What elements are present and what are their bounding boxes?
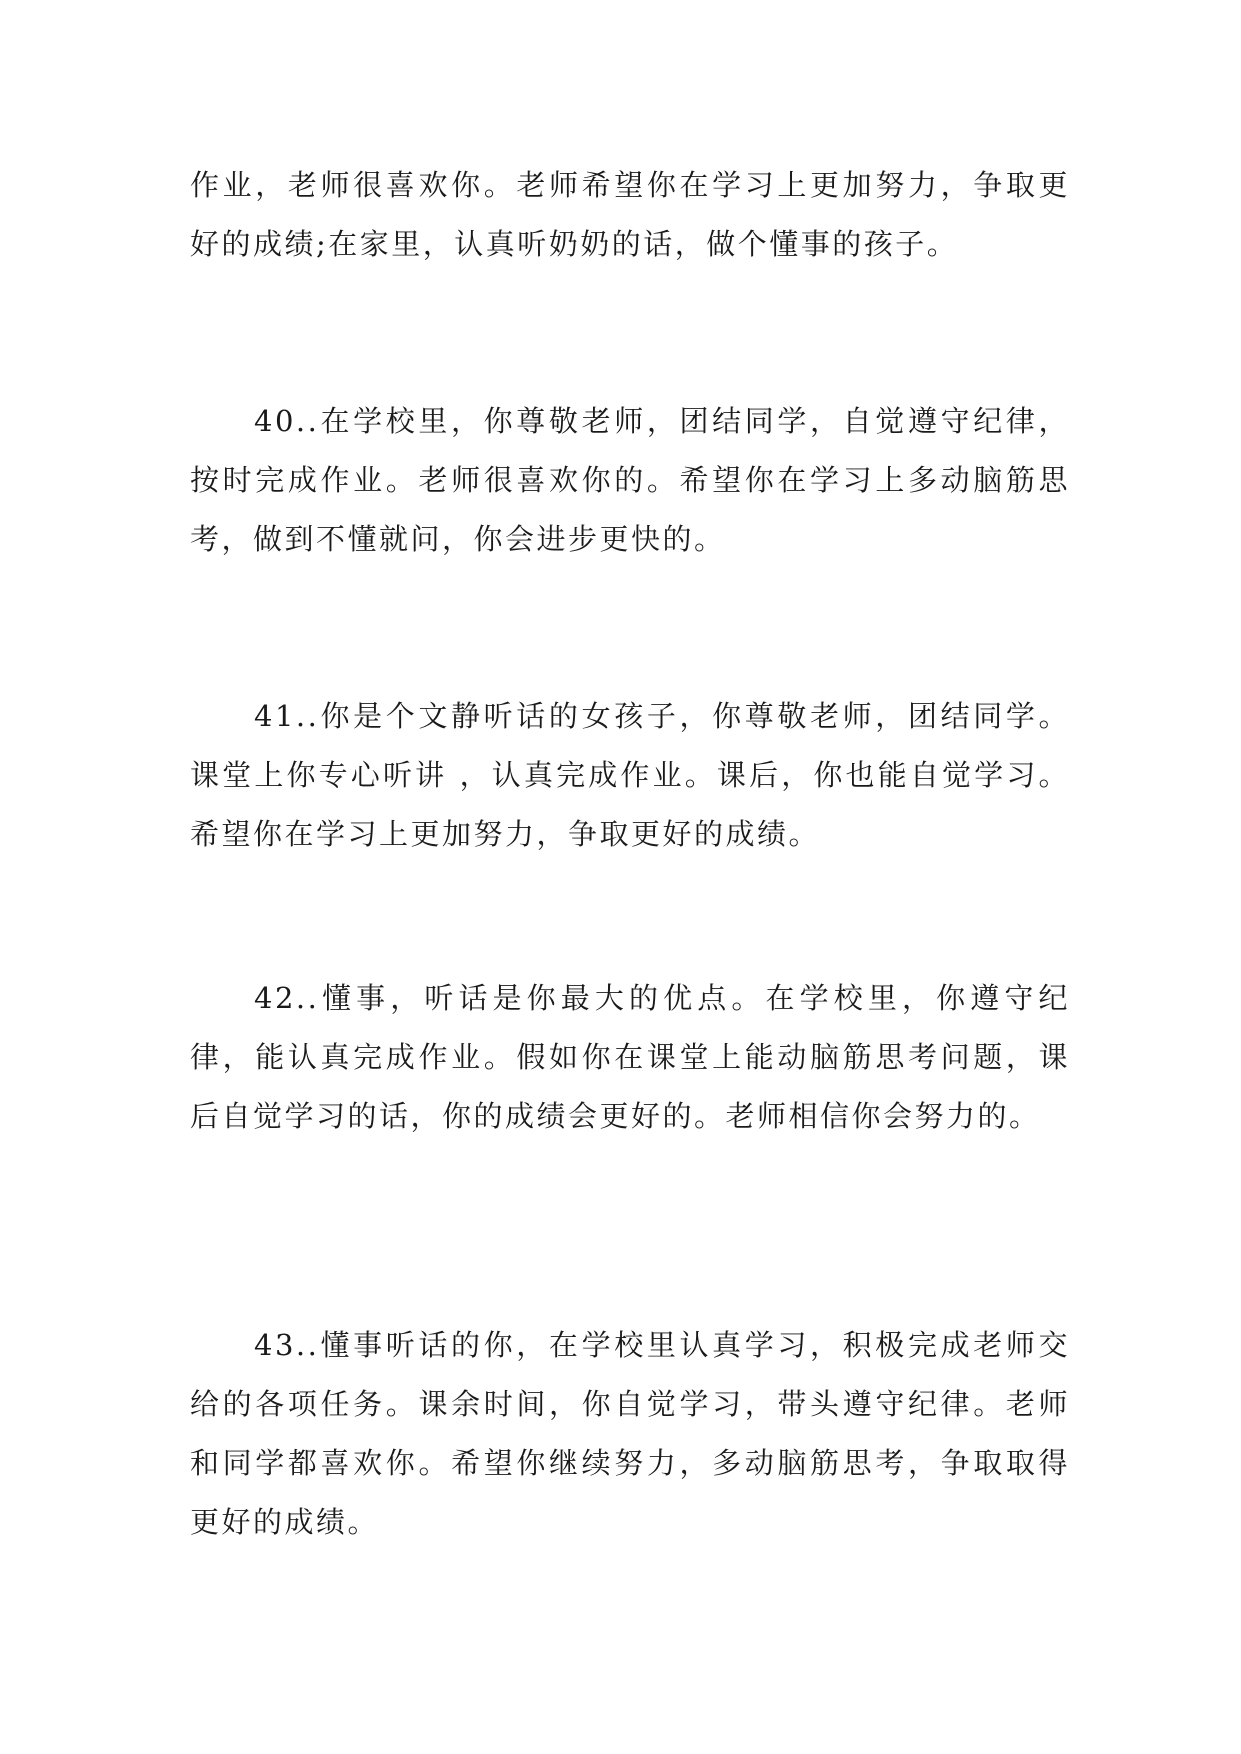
paragraph-comment-41: 41..你是个文静听话的女孩子，你尊敬老师，团结同学。课堂上你专心听讲 ，认真完成作业。课后，你也能自觉学习。希望你在学习上更加努力，争取更好的成绩。 — [190, 699, 1070, 851]
paragraph-comment-43: 43..懂事听话的你，在学校里认真学习，积极完成老师交给的各项任务。课余时间，你自觉学习，带头遵守纪律。老师和同学都喜欢你。希望你继续努力，多动脑筋思考，争取取得更好的成绩。 — [190, 1328, 1070, 1539]
paragraph-continuation: 作业，老师很喜欢你。老师希望你在学习上更加努力，争取更好的成绩;在家里，认真听奶奶的话，做个懂事的孩子。 — [190, 168, 1070, 261]
paragraph-comment-42: 42..懂事，听话是你最大的优点。在学校里，你遵守纪律，能认真完成作业。假如你在课堂上能动脑筋思考问题，课后自觉学习的话，你的成绩会更好的。老师相信你会努力的。 — [190, 981, 1070, 1133]
paragraph-comment-40: 40..在学校里，你尊敬老师，团结同学，自觉遵守纪律，按时完成作业。老师很喜欢你的。希望你在学习上多动脑筋思考，做到不懂就问，你会进步更快的。 — [190, 404, 1070, 556]
